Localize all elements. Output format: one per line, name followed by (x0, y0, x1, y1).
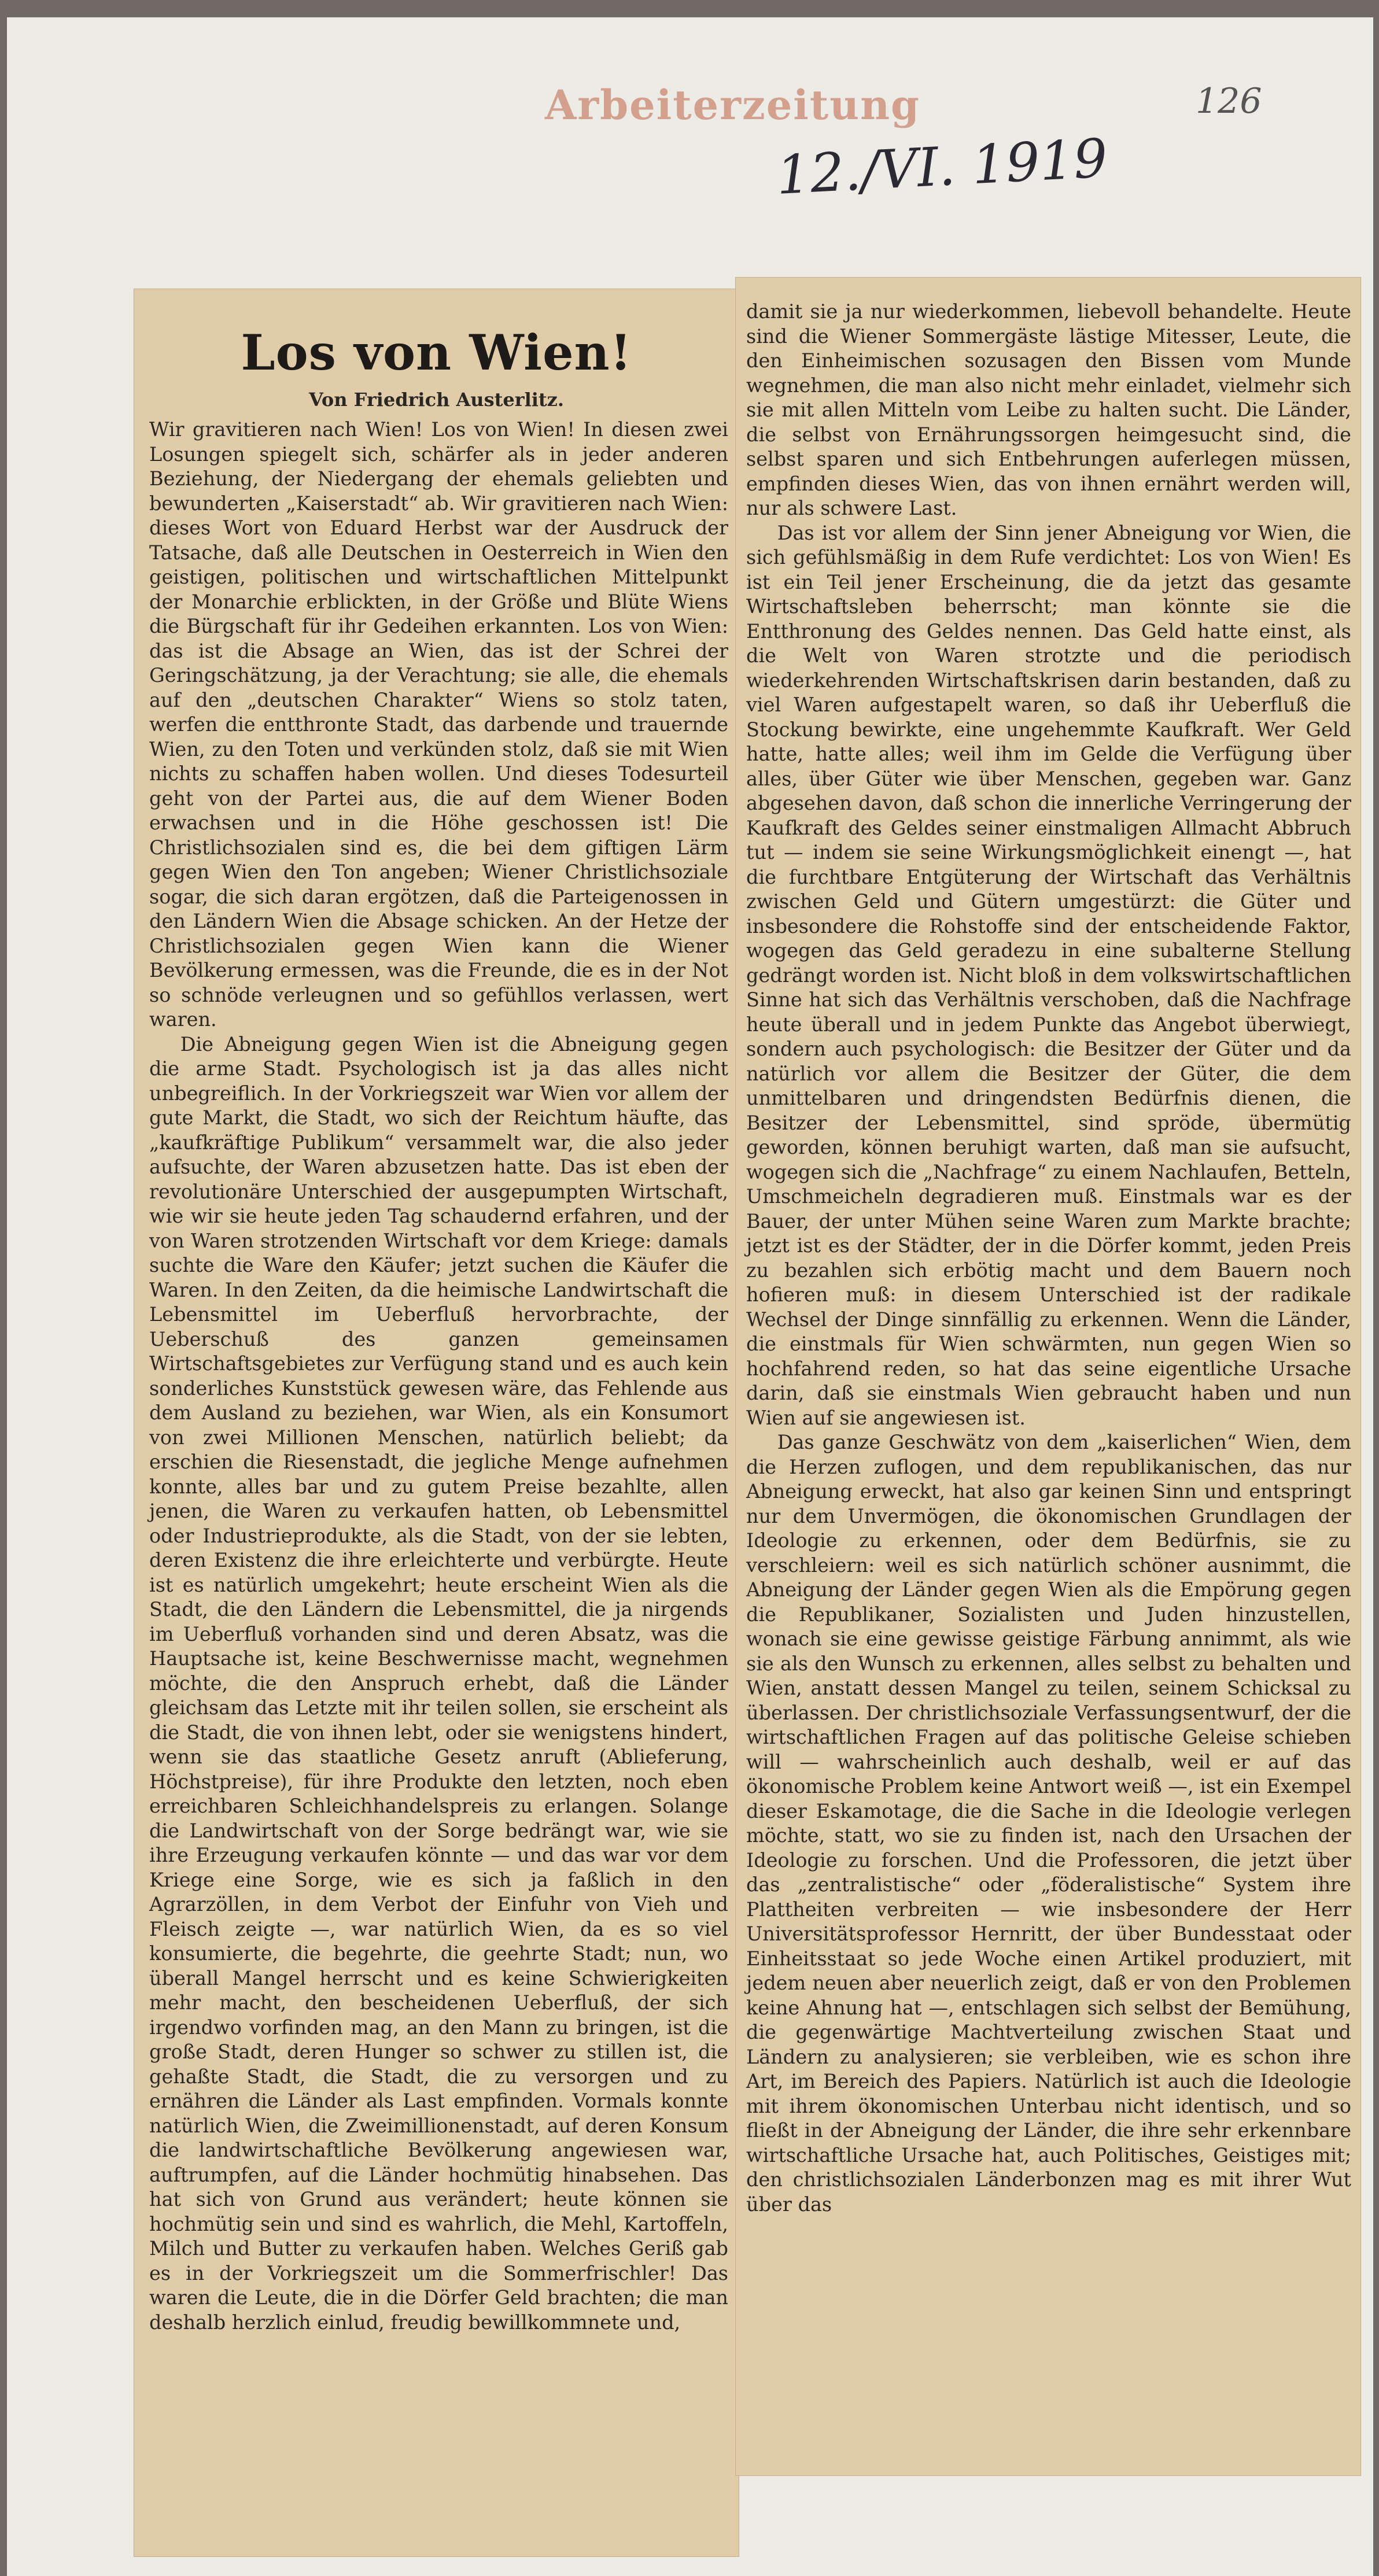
paragraph: damit sie ja nur wiederkommen, liebevoll behandelte. Heute sind die Wiener Sommergäste lästige Mitesser, Leute, die den Einheimischen sozusagen den Bissen vom Munde wegnehmen, die man also nicht mehr einladet, vielmehr sich sie mit allen Mitteln vom Leibe zu halten sucht. Die Länder, die selbst von Ernährungssorgen heimgesucht sind, die selbst sparen und sich Entbehrungen auferlegen müssen, empfinden dieses Wien, das von ihnen ernährt werden will, nur als schwere Last. (746, 300, 1351, 519)
right-column (746, 300, 1351, 2217)
handwritten-date: 12./VI. 1919 (775, 127, 1109, 206)
left-column (149, 418, 728, 2335)
newspaper-clipping-left (134, 289, 739, 2556)
paragraph: Das ganze Geschwätz von dem „kaiserlichen“ Wien, dem die Herzen zuflogen, und dem republikanischen, das nur Abneigung erweckt, hat also gar keinen Sinn und entspringt nur dem Unvermögen, die ökonomischen Grundlagen der Ideologie zu erkennen, oder dem Bedürfnis, sie zu verschleiern: weil es sich natürlich schöner ausnimmt, die Abneigung der Länder gegen Wien als die Empörung gegen die Republikaner, Sozialisten und Juden hinzustellen, wonach sie eine gewisse geistige Färbung annimmt, als wie sie als den Wunsch zu erkennen, alles selbst zu behalten und Wien, anstatt dessen Mangel zu teilen, seinem Schicksal zu überlassen. Der christlichsoziale Verfassungsentwurf, der die wirtschaftlichen Fragen auf das politische Geleise schieben will — wahrscheinlich auch deshalb, weil er auf das ökonomische Problem keine Antwort weiß —, ist ein Exempel dieser Eskamotage, die die Sache in die Ideologie verlegen möchte, statt, wo sie zu finden ist, nach den Ursachen der Ideologie zu forschen. Und die Professoren, die jetzt über das „zentralistische“ oder „föderalistische“ System ihre Plattheiten verbreiten — wie insbesondere der Herr Universitätsprofessor Hernritt, der über Bundesstaat oder Einheitsstaat so jede Woche einen Artikel produziert, mit jedem neuen aber neuerlich zeigt, daß er von den Problemen keine Ahnung hat —, entschlagen sich selbst der Bemühung, die gegenwärtige Machtverteilung zwischen Staat und Ländern zu analysieren; sie verbleiben, wie es schon ihre Art, im Bereich des Papiers. Natürlich ist auch die Ideologie mit ihrem ökonomischen Unterbau nicht identisch, und so fließt in der Abneigung der Länder, die ihre sehr erkennbare wirtschaftliche Ursache hat, auch Politisches, Geistiges mit; den christlichsozialen Länderbonzen mag es mit ihrer Wut über das (746, 1431, 1351, 2216)
paragraph: Die Abneigung gegen Wien ist die Abneigung gegen die arme Stadt. Psychologisch ist ja das alles nicht unbegreiflich. In der Vorkriegszeit war Wien vor allem der gute Markt, die Stadt, wo sich der Reichtum häufte, das „kaufkräftige Publikum“ versammelt war, die also jeder aufsuchte, der Waren abzusetzen hatte. Das ist eben der revolutionäre Unterschied der ausgepumpten Wirtschaft, wie wir sie heute jeden Tag schaudernd erfahren, und der von Waren strotzenden Wirtschaft vor dem Kriege: damals suchte die Ware den Käufer; jetzt suchen die Käufer die Waren. In den Zeiten, da die heimische Landwirtschaft die Lebensmittel im Ueberfluß hervorbrachte, der Ueberschuß des ganzen gemeinsamen Wirtschaftsgebietes zur Verfügung stand und es auch kein sonderliches Kunststück gewesen wäre, das Fehlende aus dem Ausland zu beziehen, war Wien, als ein Konsumort von zwei Millionen Menschen, natürlich beliebt; da erschien die Riesenstadt, die jegliche Menge aufnehmen konnte, alles bar und zu gutem Preise bezahlte, allen jenen, die Waren zu verkaufen hatten, ob Lebensmittel oder Industrieprodukte, als die Stadt, von der sie lebten, deren Existenz die ihre erleichterte und verbürgte. Heute ist es natürlich umgekehrt; heute erscheint Wien als die Stadt, die den Ländern die Lebensmittel, die ja nirgends im Ueberfluß vorhanden sind und deren Absatz, was die Hauptsache ist, keine Beschwernisse macht, wegnehmen möchte, die den Anspruch erhebt, daß die Länder gleichsam das Letzte mit ihr teilen sollen, sie erscheint als die Stadt, die von ihnen lebt, oder sie wenigstens hindert, wenn sie das staatliche Gesetz anruft (Ablieferung, Höchstpreise), für ihre Produkte den letzten, noch eben erreichbaren Schleichhandelspreis zu erlangen. Solange die Landwirtschaft von der Sorge bedrängt war, wie sie ihre Erzeugung verkaufen könnte — und das war vor dem Kriege eine Sorge, wie es sich ja faßlich in den Agrarzöllen, in dem Verbot der Einfuhr von Vieh und Fleisch zeigte —, war natürlich Wien, da es so viel konsumierte, die begehrte, die geehrte Stadt; nun, wo überall Mangel herrscht und es keine Schwierigkeiten mehr macht, den bescheidenen Ueberfluß, der sich irgendwo vorfinden mag, an den Mann zu bringen, ist die große Stadt, deren Hunger so schwer zu stillen ist, die gehaßte Stadt, die Stadt, die zu versorgen und zu ernähren die Länder als Last empfinden. Vormals konnte natürlich Wien, die Zweimillionenstadt, auf deren Konsum die landwirtschaftliche Bevölkerung angewiesen war, auftrumpfen, auf die Länder hochmütig hinabsehen. Das hat sich von Grund aus verändert; heute können sie hochmütig sein und sind es wahrlich, die Mehl, Kartoffeln, Milch und Butter zu verkaufen haben. Welches Geriß gab es in der Vorkriegszeit um die Sommerfrischler! Das waren die Leute, die in die Dörfer Geld brachten; die man deshalb herzlich einlud, freudig bewillkommnete und, (149, 1032, 728, 2334)
paragraph: Wir gravitieren nach Wien! Los von Wien! In diesen zwei Losungen spiegelt sich, schärfer als in jeder anderen Beziehung, der Niedergang der ehemals geliebten und bewunderten „Kaiserstadt“ ab. Wir gravitieren nach Wien: dieses Wort von Eduard Herbst war der Ausdruck der Tatsache, daß alle Deutschen in Oesterreich in Wien den geistigen, politischen und wirtschaftlichen Mittelpunkt der Monarchie erblickten, in der Größe und Blüte Wiens die Bürgschaft für ihr Gedeihen erkannten. Los von Wien: das ist die Absage an Wien, das ist der Schrei der Geringschätzung, ja der Verachtung; sie alle, die ehemals auf den „deutschen Charakter“ Wiens so stolz taten, werfen die entthronte Stadt, das darbende und trauernde Wien, zu den Toten und verkünden stolz, daß sie mit Wien nichts zu schaffen haben wollen. Und dieses Todesurteil geht von der Partei aus, die auf dem Wiener Boden erwachsen und in die Höhe geschossen ist! Die Christlichsozialen sind es, die bei dem giftigen Lärm gegen Wien den Ton angeben; Wiener Christlichsoziale sogar, die sich daran ergötzen, daß die Parteigenossen in den Ländern Wien die Absage schicken. An der Hetze der Christlichsozialen gegen Wien kann die Wiener Bevölkerung ermessen, was die Freunde, die es in der Not so schnöde verleugnen und so gefühllos verlassen, wert waren. (149, 418, 728, 1031)
paragraph: Das ist vor allem der Sinn jener Abneigung vor Wien, die sich gefühlsmäßig in dem Rufe verdichtet: Los von Wien! Es ist ein Teil jener Erscheinung, die da jetzt das gesamte Wirtschaftsleben beherrscht; man könnte sie die Entthronung des Geldes nennen. Das Geld hatte einst, als die Welt von Waren strotzte und die periodisch wiederkehrenden Wirtschaftskrisen darin bestanden, daß zu viel Waren aufgestapelt waren, so daß ihr Ueberfluß die Stockung bewirkte, eine ungehemmte Kaufkraft. Wer Geld hatte, hatte alles; weil ihm im Gelde die Verfügung über alles, über Güter wie über Menschen, gegeben war. Ganz abgesehen davon, daß schon die innerliche Verringerung der Kaufkraft des Geldes seiner einstmaligen Allmacht Abbruch tut — indem sie seine Wirkungsmöglichkeit einengt —, hat die furchtbare Entgüterung der Wirtschaft das Verhältnis zwischen Geld und Gütern umgestürzt: die Güter und insbesondere die Rohstoffe sind der entscheidende Faktor, wogegen das Geld geradezu in eine subalterne Stellung gedrängt worden ist. Nicht bloß in dem volkswirtschaftlichen Sinne hat sich das Verhältnis verschoben, daß die Nachfrage heute überall und in jedem Punkte das Angebot überwiegt, sondern auch psychologisch: die Besitzer der Güter und da natürlich vor allem die Besitzer der Güter, die dem unmittelbaren und dringendsten Bedürfnis dienen, die Besitzer der Lebensmittel, sind spröde, übermütig geworden, können beruhigt warten, daß man sie aufsucht, wogegen sich die „Nachfrage“ zu einem Nachlaufen, Betteln, Umschmeicheln degradieren muß. Einstmals war es der Bauer, der unter Mühen seine Waren zum Markte brachte; jetzt ist es der Städter, der in die Dörfer kommt, jeden Preis zu bezahlen sich erbötig macht und dem Bauern noch hofieren muß: in diesem Unterschied ist der radikale Wechsel der Dinge sinnfällig zu erkennen. Wenn die Länder, die einstmals für Wien schwärmten, nun gegen Wien so hochfahrend reden, so hat das seine eigentliche Ursache darin, daß sie einstmals Wien gebraucht haben und nun Wien auf sie angewiesen ist. (746, 521, 1351, 1429)
source-stamp: Arbeiterzeitung (545, 81, 920, 129)
article-headline: Los von Wien! (241, 324, 632, 381)
archive-number: 126 (1196, 81, 1262, 121)
newspaper-clipping-right (736, 278, 1360, 2475)
article-byline: Von Friedrich Austerlitz. (309, 389, 564, 411)
